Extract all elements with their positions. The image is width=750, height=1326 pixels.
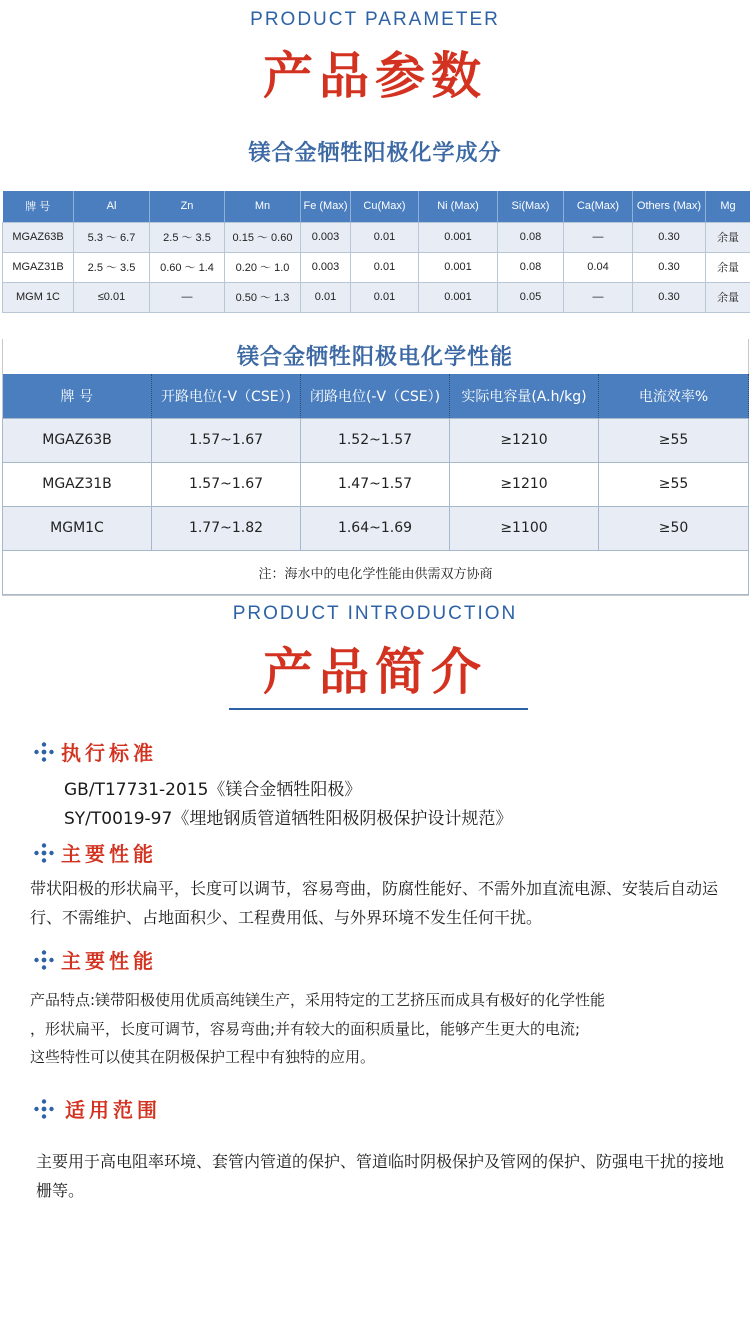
cell: 0.003 <box>301 252 351 282</box>
section-cn-title-parameter: 产品参数 <box>263 47 487 105</box>
cell: 0.001 <box>419 222 498 252</box>
cell: ≥55 <box>599 462 749 506</box>
col-header: 实际电容量(A.h/kg) <box>450 374 599 418</box>
cell: 0.20 ～ 1.0 <box>225 252 301 282</box>
col-header: Others (Max) <box>633 191 706 222</box>
col-header: Mg <box>706 191 750 222</box>
col-header: 闭路电位(-V（CSE）) <box>301 374 450 418</box>
cell: — <box>564 222 633 252</box>
electrochem-table-title: 镁合金牺牲阳极电化学性能 <box>236 345 513 370</box>
section-heading-features <box>33 945 157 974</box>
cell: — <box>150 282 225 312</box>
scope-paragraph: 主要用于高电阻率环境、套管内管道的保护、管道临时阴极保护及管网的保护、防强电干扰的接地栅等。 <box>36 1152 725 1200</box>
cell: 0.50 ～ 1.3 <box>225 282 301 312</box>
section-heading-scope <box>33 1094 161 1123</box>
cell: 1.77~1.82 <box>152 506 301 550</box>
electrochem-header-row <box>3 374 749 418</box>
section-heading-standards <box>33 737 157 766</box>
cell: 0.01 <box>301 282 351 312</box>
section-en-title-parameter: PRODUCT PARAMETER <box>250 9 500 30</box>
section-cn-title-introduction: 产品简介 <box>263 643 487 701</box>
cell: 0.30 <box>633 222 706 252</box>
electrochem-table <box>2 374 749 595</box>
composition-table-title: 镁合金牺牲阳极化学成分 <box>248 141 502 166</box>
cell: 5.3 ～ 6.7 <box>74 222 150 252</box>
cell: 0.30 <box>633 252 706 282</box>
features-line: ，形状扁平，长度可调节，容易弯曲;并有较大的面积质量比，能够产生更大的电流; <box>30 1020 581 1038</box>
table-row <box>3 282 750 312</box>
cell: ≤0.01 <box>74 282 150 312</box>
performance-paragraph: 带状阳极的形状扁平，长度可以调节，容易弯曲，防腐性能好、不需外加直流电源、安装后自动运行、不需维护、占地面积少、工程费用低、与外界环境不发生任何干扰。 <box>30 879 719 927</box>
section-heading-label: 适用范围 <box>65 1098 161 1122</box>
cell: 0.01 <box>351 282 419 312</box>
cell: ≥1210 <box>450 418 599 462</box>
features-line: 产品特点:镁带阳极使用优质高纯镁生产，采用特定的工艺挤压而成具有极好的化学性能 <box>30 991 606 1009</box>
col-header: Al <box>74 191 150 222</box>
cell: MGM1C <box>3 506 152 550</box>
cell: 0.15 ～ 0.60 <box>225 222 301 252</box>
cell: 0.01 <box>351 222 419 252</box>
diamond-cluster-icon <box>33 842 55 864</box>
table-row <box>3 462 749 506</box>
section-heading-performance <box>33 838 157 867</box>
cell: 0.001 <box>419 282 498 312</box>
cell: 余量 <box>706 282 750 312</box>
cell: 余量 <box>706 222 750 252</box>
composition-header-row <box>3 191 750 222</box>
cell: 0.001 <box>419 252 498 282</box>
col-header: Ca(Max) <box>564 191 633 222</box>
section-en-title-introduction: PRODUCT INTRODUCTION <box>232 603 518 624</box>
cell: ≥1100 <box>450 506 599 550</box>
cell: ≥1210 <box>450 462 599 506</box>
col-header: Cu(Max) <box>351 191 419 222</box>
section-heading-label: 执行标准 <box>61 741 157 765</box>
table-row <box>3 222 750 252</box>
table-row <box>3 418 749 462</box>
col-header: Si(Max) <box>498 191 564 222</box>
table-row <box>3 252 750 282</box>
diamond-cluster-icon <box>33 949 55 971</box>
col-header: Zn <box>150 191 225 222</box>
cell: 2.5 ～ 3.5 <box>150 222 225 252</box>
table-note-row <box>3 550 749 594</box>
features-line: 这些特性可以使其在阴极保护工程中有独特的应用。 <box>30 1048 376 1066</box>
col-header: 电流效率% <box>599 374 749 418</box>
col-header: Mn <box>225 191 301 222</box>
col-header: Ni (Max) <box>419 191 498 222</box>
cell: 1.52~1.57 <box>301 418 450 462</box>
cell: MGAZ63B <box>3 222 74 252</box>
cell: 1.57~1.67 <box>152 418 301 462</box>
cell: — <box>564 282 633 312</box>
diamond-cluster-icon <box>33 1098 55 1120</box>
standard-line: SY/T0019-97《埋地钢质管道牺牲阳极阴极保护设计规范》 <box>64 809 513 829</box>
col-header: 开路电位(-V（CSE）) <box>152 374 301 418</box>
table-note: 注：海水中的电化学性能由供需双方协商 <box>3 550 749 594</box>
cell: 0.60 ～ 1.4 <box>150 252 225 282</box>
section-heading-label: 主要性能 <box>61 842 157 866</box>
cell: ≥55 <box>599 418 749 462</box>
cell: 1.64~1.69 <box>301 506 450 550</box>
cell: MGM 1C <box>3 282 74 312</box>
composition-table <box>2 191 750 313</box>
table-row <box>3 506 749 550</box>
cell: 0.003 <box>301 222 351 252</box>
diamond-cluster-icon <box>33 741 55 763</box>
cell: 1.47~1.57 <box>301 462 450 506</box>
cell: 0.04 <box>564 252 633 282</box>
standard-line: GB/T17731-2015《镁合金牺牲阳极》 <box>64 780 362 800</box>
section-heading-label: 主要性能 <box>61 949 157 973</box>
cell: 2.5 ～ 3.5 <box>74 252 150 282</box>
title-divider <box>229 708 528 710</box>
cell: 0.08 <box>498 252 564 282</box>
cell: MGAZ31B <box>3 462 152 506</box>
cell: 0.08 <box>498 222 564 252</box>
cell: 1.57~1.67 <box>152 462 301 506</box>
cell: ≥50 <box>599 506 749 550</box>
cell: MGAZ63B <box>3 418 152 462</box>
col-header: 牌 号 <box>3 191 74 222</box>
col-header: 牌 号 <box>3 374 152 418</box>
cell: 0.05 <box>498 282 564 312</box>
col-header: Fe (Max) <box>301 191 351 222</box>
cell: MGAZ31B <box>3 252 74 282</box>
cell: 0.30 <box>633 282 706 312</box>
cell: 余量 <box>706 252 750 282</box>
cell: 0.01 <box>351 252 419 282</box>
